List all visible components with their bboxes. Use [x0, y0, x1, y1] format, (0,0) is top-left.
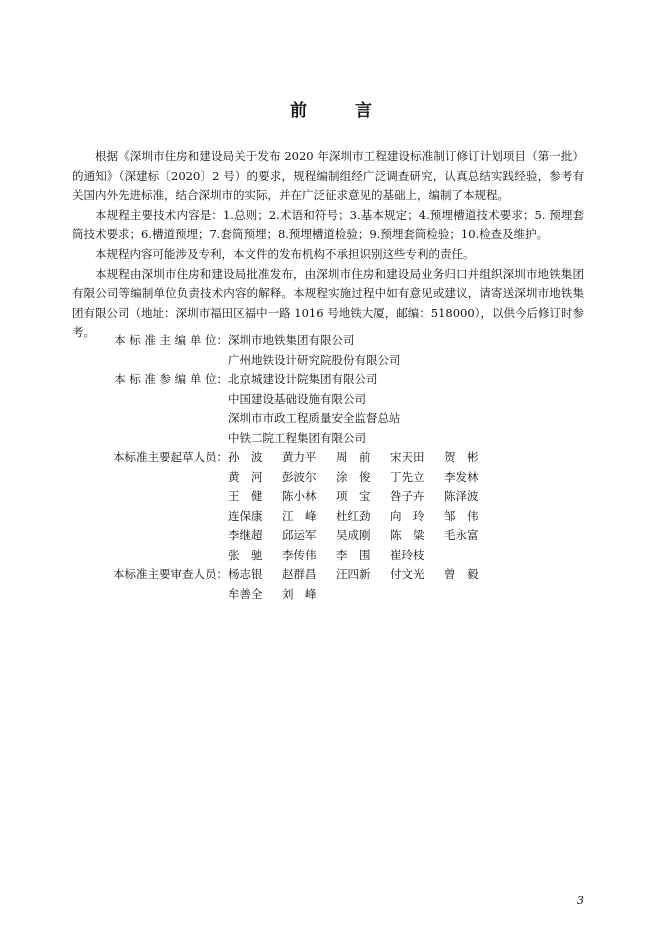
- drafter-name: 张 驰: [228, 547, 263, 562]
- reviewer-name: 刘 峰: [282, 586, 317, 601]
- drafters-label: 本标准主要起草人员：: [113, 450, 228, 464]
- participating-unit: 中铁二院工程集团有限公司: [228, 430, 366, 445]
- drafter-name: 李继超: [228, 528, 263, 542]
- participating-units-row: [72, 370, 592, 448]
- drafter-name: 丁先立: [390, 469, 425, 484]
- reviewer-name: 牟善全: [228, 586, 263, 601]
- paragraph-approval: 本规程由深圳市住房和建设局批准发布，由深圳市住房和建设局业务归口并组织深圳市地铁集团有限公司等编制单位负责技术内容的解释。本规程实施过程中如有意见或建议，请寄送深圳市地铁集团有限公司（地址：深圳市福田区福中一路 1016 号地铁大厦，邮编：518000），以供今后修订时参考。: [72, 266, 584, 340]
- reviewer-name: 赵群昌: [282, 567, 317, 581]
- drafter-name: 黄力平: [282, 450, 317, 464]
- drafter-name: 崔玲枝: [390, 547, 425, 562]
- drafter-name: 江 峰: [282, 508, 317, 523]
- drafters-row: [72, 448, 592, 565]
- drafter-name: 连保康: [228, 508, 263, 523]
- drafter-name: 黄 河: [228, 469, 263, 484]
- chief-unit: 广州地铁设计研究院股份有限公司: [228, 352, 401, 367]
- drafter-name: 王 健: [228, 489, 263, 503]
- preface-body: [72, 147, 584, 343]
- reviewer-name: 杨志银: [228, 567, 263, 581]
- reviewers-label: 本标准主要审查人员：: [113, 567, 228, 581]
- chief-unit: 深圳市地铁集团有限公司: [228, 333, 355, 347]
- paragraph-basis: 根据《深圳市住房和建设局关于发布 2020 年深圳市工程建设标准制订修订计划项目（第一批）的通知》（深建标〔2020〕2 号）的要求，规程编制组经广泛调查研究，认真总结实践经验，参考有关国内外先进标准，结合深圳市的实际，并在广泛征求意见的基础上，编制了本规程。: [72, 149, 584, 203]
- title-char-1: 前: [290, 101, 307, 121]
- contributors-section: [72, 331, 592, 604]
- participating-unit: 深圳市市政工程质量安全监督总站: [228, 411, 401, 425]
- drafter-name: 李 围: [336, 547, 371, 562]
- page-number: 3: [577, 894, 584, 907]
- drafter-name: 陈泽波: [444, 489, 479, 503]
- paragraph-content: 本规程主要技术内容是：1.总则；2.术语和符号；3.基本规定；4.预埋槽道技术要求；5. 预埋套筒技术要求；6.槽道预埋；7.套筒预埋；8.预埋槽道检验；9.预埋套筒检验；10.检查及维护。: [72, 207, 584, 242]
- reviewer-name: 付文光: [390, 567, 425, 581]
- drafter-name: 向 玲: [390, 508, 425, 523]
- drafters-list: [228, 448, 592, 565]
- participating-unit: 中国建设基础设施有限公司: [228, 391, 366, 406]
- drafter-name: 陈小林: [282, 489, 317, 503]
- reviewers-list: [228, 565, 592, 604]
- reviewer-name: 汪四新: [336, 567, 371, 581]
- drafter-name: 贺 彬: [444, 450, 479, 464]
- drafter-name: 咎子卉: [390, 489, 425, 503]
- participating-units-label: 本 标 准 参 编 单 位：: [114, 372, 228, 386]
- drafter-name: 项 宝: [336, 489, 371, 503]
- drafter-name: 陈 粱: [390, 528, 425, 542]
- chief-units-list: [228, 331, 592, 370]
- chief-units-row: [72, 331, 592, 370]
- drafter-name: 孙 波: [228, 450, 263, 464]
- drafter-name: 毛永富: [444, 528, 479, 542]
- paragraph-patent: 本规程内容可能涉及专利，本文件的发布机构不承担识别这些专利的责任。: [95, 246, 475, 261]
- reviewers-row: [72, 565, 592, 604]
- drafter-name: 彭波尔: [282, 469, 317, 484]
- drafter-name: 邱运军: [282, 528, 317, 542]
- participating-unit: 北京城建设计院集团有限公司: [228, 372, 378, 386]
- drafter-name: 周 前: [336, 450, 371, 464]
- title-char-2: 言: [355, 101, 372, 121]
- page-title: [0, 96, 662, 121]
- drafter-name: 李发林: [444, 469, 479, 484]
- drafter-name: 邹 伟: [444, 508, 479, 523]
- drafter-name: 宋天田: [390, 450, 425, 464]
- drafter-name: 涂 俊: [336, 469, 371, 484]
- participating-units-list: [228, 370, 592, 448]
- chief-units-label: 本 标 准 主 编 单 位：: [114, 333, 228, 347]
- drafter-name: 李传伟: [282, 547, 317, 562]
- drafter-name: 杜红劲: [336, 508, 371, 523]
- drafter-name: 吴成刚: [336, 528, 371, 542]
- reviewer-name: 曾 毅: [444, 567, 479, 581]
